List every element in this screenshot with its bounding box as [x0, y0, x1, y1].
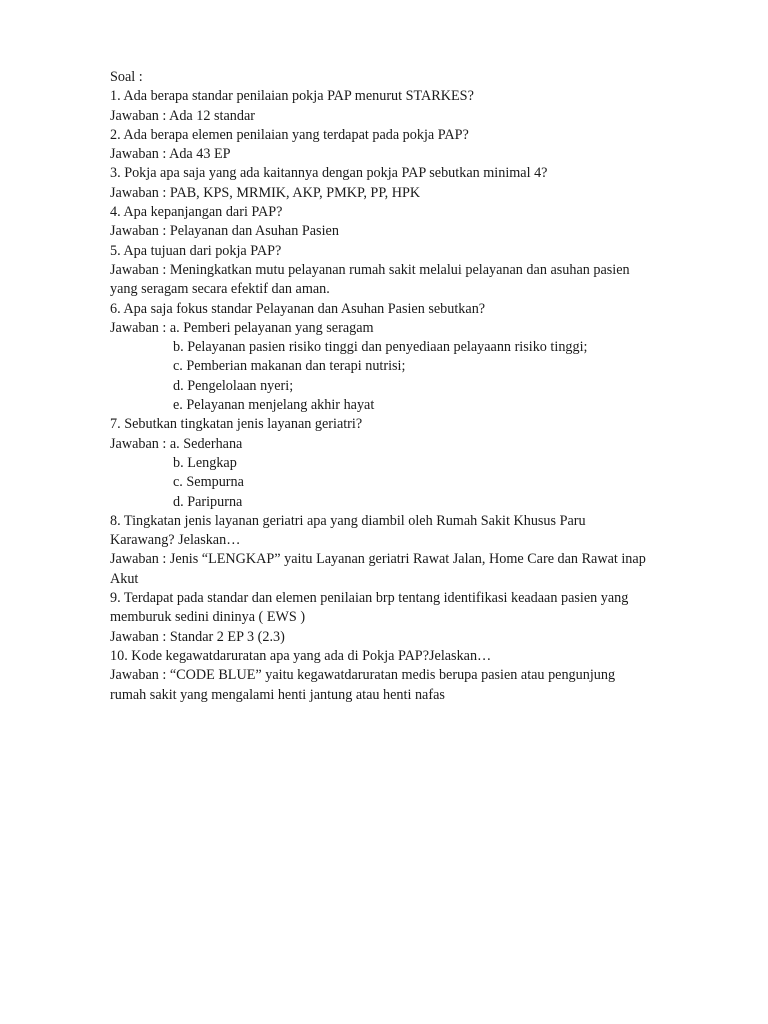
document-heading: Soal :	[110, 69, 143, 85]
answer-5-line-2: yang seragam secara efektif dan aman.	[110, 281, 330, 298]
answer-6-d: d. Pengelolaan nyeri;	[173, 377, 294, 394]
answer-3: Jawaban : PAB, KPS, MRMIK, AKP, PMKP, PP, HPK	[110, 184, 421, 201]
question-1: 1. Ada berapa standar penilaian pokja PAP menurut STARKES?	[110, 88, 474, 105]
question-8-line-2: Karawang? Jelaskan…	[110, 532, 241, 549]
question-4: 4. Apa kepanjangan dari PAP?	[110, 204, 283, 221]
question-9-line-1: 9. Terdapat pada standar dan elemen penilaian brp tentang identifikasi keadaan pasien yang	[110, 590, 629, 607]
answer-6-a: Jawaban : a. Pemberi pelayanan yang seragam	[110, 319, 374, 336]
answer-8-line-1: Jawaban : Jenis “LENGKAP” yaitu Layanan geriatri Rawat Jalan, Home Care dan Rawat inap	[110, 551, 646, 568]
answer-6-b: b. Pelayanan pasien risiko tinggi dan penyediaan pelayaann risiko tinggi;	[173, 339, 588, 356]
answer-2: Jawaban : Ada 43 EP	[110, 146, 231, 163]
answer-7-b: b. Lengkap	[173, 454, 237, 471]
answer-8-line-2: Akut	[110, 570, 139, 587]
document-page	[110, 68, 710, 705]
question-9-line-2: memburuk sedini dininya ( EWS )	[110, 609, 306, 626]
answer-4: Jawaban : Pelayanan dan Asuhan Pasien	[110, 223, 339, 240]
question-7: 7. Sebutkan tingkatan jenis layanan geriatri?	[110, 416, 363, 433]
answer-6-c: c. Pemberian makanan dan terapi nutrisi;	[173, 358, 406, 375]
answer-6-e: e. Pelayanan menjelang akhir hayat	[173, 397, 375, 414]
answer-7-d: d. Paripurna	[173, 493, 243, 510]
question-10: 10. Kode kegawatdaruratan apa yang ada di Pokja PAP?Jelaskan…	[110, 647, 492, 664]
answer-1: Jawaban : Ada 12 standar	[110, 107, 255, 124]
answer-9: Jawaban : Standar 2 EP 3 (2.3)	[110, 628, 285, 645]
question-5: 5. Apa tujuan dari pokja PAP?	[110, 242, 282, 259]
question-3: 3. Pokja apa saja yang ada kaitannya dengan pokja PAP sebutkan minimal 4?	[110, 165, 548, 182]
answer-7-c: c. Sempurna	[173, 474, 244, 491]
question-8-line-1: 8. Tingkatan jenis layanan geriatri apa yang diambil oleh Rumah Sakit Khusus Paru	[110, 512, 586, 529]
answer-7-a: Jawaban : a. Sederhana	[110, 435, 243, 452]
answer-5-line-1: Jawaban : Meningkatkan mutu pelayanan rumah sakit melalui pelayanan dan asuhan pasien	[110, 261, 630, 278]
answer-10-line-2: rumah sakit yang mengalami henti jantung atau henti nafas	[110, 686, 445, 703]
question-6: 6. Apa saja fokus standar Pelayanan dan Asuhan Pasien sebutkan?	[110, 300, 486, 317]
question-2: 2. Ada berapa elemen penilaian yang terdapat pada pokja PAP?	[110, 126, 469, 143]
answer-10-line-1: Jawaban : “CODE BLUE” yaitu kegawatdaruratan medis berupa pasien atau pengunjung	[110, 667, 616, 684]
